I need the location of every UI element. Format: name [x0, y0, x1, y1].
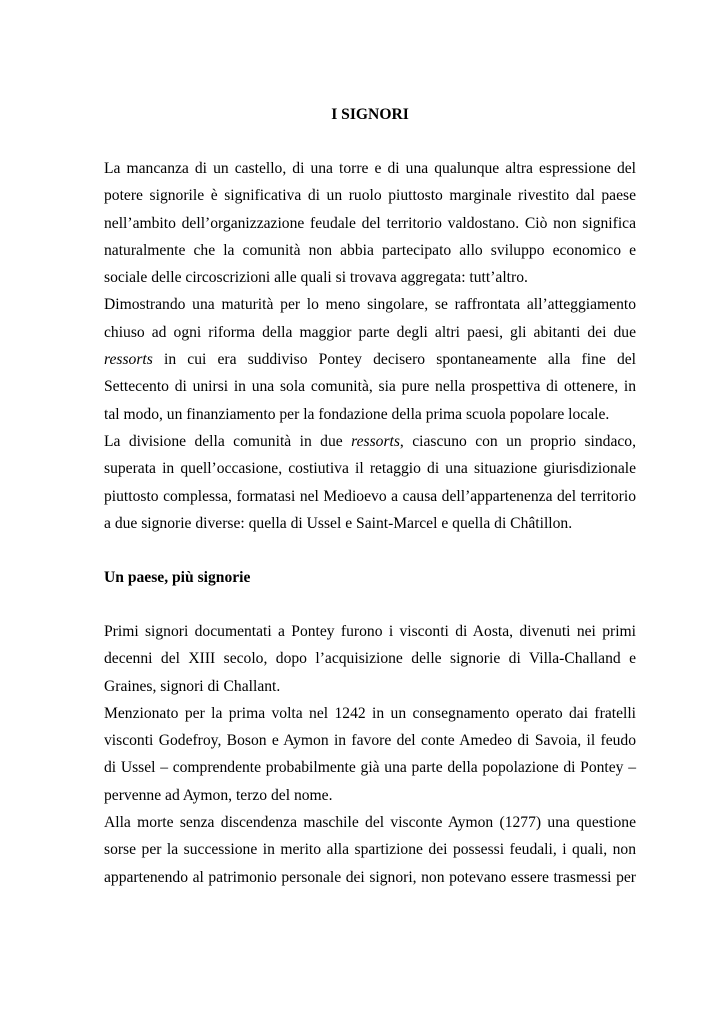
- text-line: piuttosto complessa, formatasi nel Medioevo a causa dell’appartenenza del territorio: [104, 487, 636, 505]
- text-line: Primi signori documentati a Pontey furono i visconti di Aosta, divenuti nei primi: [104, 623, 636, 640]
- text-line: sorse per la successione in merito alla spartizione dei possessi feudali, i quali, non: [104, 841, 636, 859]
- text-line: Settecento di unirsi in una sola comunità, sia pure nella prospettiva di ottenere, in: [104, 378, 636, 396]
- text-fragment: , ciascuno con un proprio sindaco,: [399, 432, 636, 450]
- text-line: di Ussel – comprendente probabilmente già una parte della popolazione di Pontey –: [104, 759, 636, 777]
- text-line: a due signorie diverse: quella di Ussel e Saint-Marcel e quella di Châtillon.: [104, 514, 573, 532]
- text-line: Alla morte senza discendenza maschile del visconte Aymon (1277) una questione: [104, 814, 636, 832]
- text-line: naturalmente che la comunità non abbia partecipato allo sviluppo economico e: [104, 241, 636, 259]
- text-line: appartenendo al patrimonio personale dei signori, non potevano essere trasmessi per: [104, 868, 636, 886]
- paragraph: [104, 291, 636, 427]
- text-line: La mancanza di un castello, di una torre e di una qualunque altra espressione del: [104, 160, 636, 177]
- text-line: Dimostrando una maturità per lo meno singolare, se raffrontata all’atteggiamento: [104, 296, 636, 314]
- text-line: chiuso ad ogni riforma della maggior parte degli altri paesi, gli abitanti dei due: [104, 323, 636, 341]
- paragraph: [104, 155, 636, 291]
- text-fragment: La divisione della comunità in due: [104, 432, 352, 450]
- italic-term: ressorts: [351, 432, 400, 450]
- text-line: [104, 346, 636, 373]
- text-line: [104, 428, 636, 455]
- text-line: tal modo, un finanziamento per la fondazione della prima scuola popolare locale.: [104, 405, 610, 423]
- text-line: pervenne ad Aymon, terzo del nome.: [104, 786, 333, 804]
- text-line: nell’ambito dell’organizzazione feudale del territorio valdostano. Ciò non significa: [104, 214, 636, 232]
- paragraph: [104, 809, 636, 891]
- paragraph: [104, 700, 636, 809]
- text-fragment: in cui era suddiviso Pontey decisero spontaneamente alla fine del: [152, 351, 636, 369]
- text-line: superata in quell’occasione, costiutiva il retaggio di una situazione giurisdizionale: [104, 460, 636, 478]
- text-line: potere signorile è significativa di un ruolo piuttosto marginale rivestito dal paese: [104, 187, 636, 205]
- section-signorie: [104, 618, 636, 891]
- text-line: decenni del XIII secolo, dopo l’acquisizione delle signorie di Villa-Challand e: [104, 650, 636, 668]
- section-intro: [104, 155, 636, 537]
- page-title: I SIGNORI: [331, 106, 409, 123]
- paragraph: [104, 428, 636, 537]
- section-heading: Un paese, più signorie: [104, 569, 251, 586]
- text-line: sociale delle circoscrizioni alle quali si trovava aggregata: tutt’altro.: [104, 269, 528, 287]
- text-line: visconti Godefroy, Boson e Aymon in favore del conte Amedeo di Savoia, il feudo: [104, 732, 636, 750]
- text-line: Graines, signori di Challant.: [104, 677, 281, 695]
- paragraph: [104, 618, 636, 700]
- text-line: Menzionato per la prima volta nel 1242 in un consegnamento operato dai fratelli: [104, 704, 636, 722]
- italic-term: ressorts: [104, 351, 153, 369]
